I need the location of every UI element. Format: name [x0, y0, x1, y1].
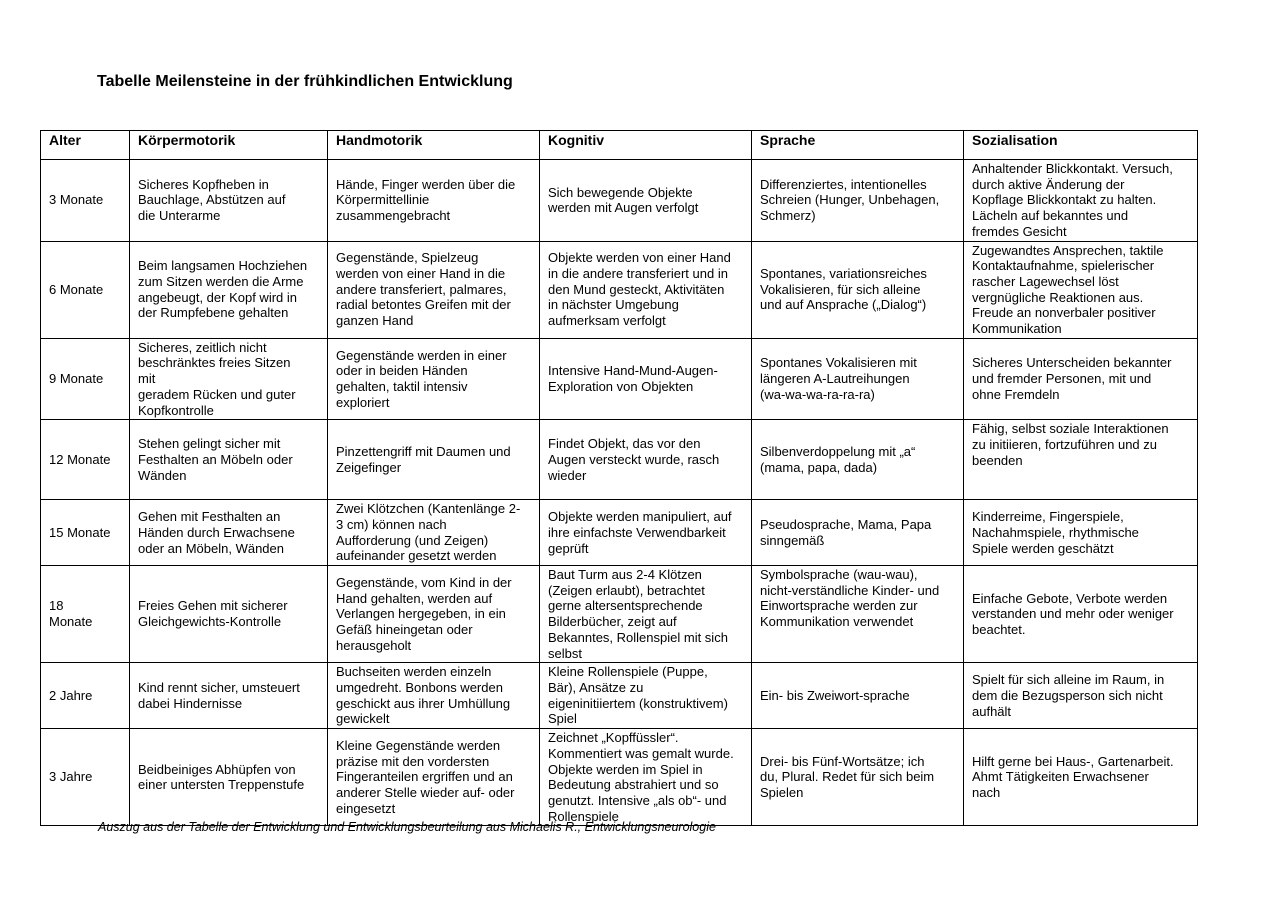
table-cell: 15 Monate	[41, 500, 130, 566]
table-cell: 2 Jahre	[41, 663, 130, 729]
table-cell: 18 Monate	[41, 566, 130, 663]
table-cell: Kinderreime, Fingerspiele, Nachahmspiele, rhythmische Spiele werden geschätzt	[964, 500, 1198, 566]
table-cell: Sich bewegende Objekte werden mit Augen verfolgt	[540, 160, 752, 242]
table-row	[41, 663, 1198, 729]
table-row	[41, 729, 1198, 826]
table-cell: Freies Gehen mit sicherer Gleichgewichts-Kontrolle	[130, 566, 328, 663]
header-gross-motor: Körpermotorik	[130, 131, 328, 160]
table-cell: Hilft gerne bei Haus-, Gartenarbeit. Ahmt Tätigkeiten Erwachsener nach	[964, 729, 1198, 826]
page-title: Tabelle Meilensteine in der frühkindlichen Entwicklung	[97, 73, 513, 90]
table-cell: Gegenstände, Spielzeug werden von einer Hand in die andere transferiert, palmares, radial betontes Greifen mit der ganzen Hand	[328, 241, 540, 338]
table-row	[41, 566, 1198, 663]
table-cell: Kleine Rollenspiele (Puppe, Bär), Ansätze zu eigeninitiiertem (konstruktivem) Spiel	[540, 663, 752, 729]
table-cell: Anhaltender Blickkontakt. Versuch, durch aktive Änderung der Kopflage Blickkontakt zu halten. Lächeln auf bekanntes und fremdes Gesicht	[964, 160, 1198, 242]
table-cell: Objekte werden manipuliert, auf ihre einfachste Verwendbarkeit geprüft	[540, 500, 752, 566]
table-cell: Kind rennt sicher, umsteuert dabei Hindernisse	[130, 663, 328, 729]
table-cell: Silbenverdoppelung mit „a“ (mama, papa, dada)	[752, 420, 964, 500]
table-header-row	[41, 131, 1198, 160]
table-cell: Stehen gelingt sicher mit Festhalten an Möbeln oder Wänden	[130, 420, 328, 500]
table-cell: Gehen mit Festhalten an Händen durch Erwachsene oder an Möbeln, Wänden	[130, 500, 328, 566]
table-cell: 3 Monate	[41, 160, 130, 242]
table-cell: Zwei Klötzchen (Kantenlänge 2- 3 cm) können nach Aufforderung (und Zeigen) aufeinander gesetzt werden	[328, 500, 540, 566]
table-cell: Sicheres Kopfheben in Bauchlage, Abstützen auf die Unterarme	[130, 160, 328, 242]
table-cell: Symbolsprache (wau-wau), nicht-verständliche Kinder- und Einwortsprache werden zur Kommunikation verwendet	[752, 566, 964, 663]
table-row	[41, 420, 1198, 500]
table-cell: Pinzettengriff mit Daumen und Zeigefinger	[328, 420, 540, 500]
table-cell: Gegenstände werden in einer oder in beiden Händen gehalten, taktil intensiv exploriert	[328, 338, 540, 420]
header-age: Alter	[41, 131, 130, 160]
table-cell: Zugewandtes Ansprechen, taktile Kontaktaufnahme, spielerischer rascher Lagewechsel löst vergnügliche Reaktionen aus. Freude an nonverbaler positiver Kommunikation	[964, 241, 1198, 338]
table-cell: Fähig, selbst soziale Interaktionen zu initiieren, fortzuführen und zu beenden	[964, 420, 1198, 500]
source-caption: Auszug aus der Tabelle der Entwicklung und Entwicklungsbeurteilung aus Michaelis R., Entwicklungsneurologie	[98, 820, 716, 834]
table-cell: Sicheres, zeitlich nicht beschränktes freies Sitzen mit geradem Rücken und guter Kopfkontrolle	[130, 338, 328, 420]
table-cell: Beim langsamen Hochziehen zum Sitzen werden die Arme angebeugt, der Kopf wird in der Rumpfebene gehalten	[130, 241, 328, 338]
table-cell: 9 Monate	[41, 338, 130, 420]
table-cell: Baut Turm aus 2-4 Klötzen (Zeigen erlaubt), betrachtet gerne altersentsprechende Bilderbücher, zeigt auf Bekanntes, Rollenspiel mit sich selbst	[540, 566, 752, 663]
table-cell: Buchseiten werden einzeln umgedreht. Bonbons werden geschickt aus ihrer Umhüllung gewickelt	[328, 663, 540, 729]
table-cell: Gegenstände, vom Kind in der Hand gehalten, werden auf Verlangen hergegeben, in ein Gefäß hineingetan oder herausgeholt	[328, 566, 540, 663]
table-cell: Findet Objekt, das vor den Augen versteckt wurde, rasch wieder	[540, 420, 752, 500]
table-cell: Drei- bis Fünf-Wortsätze; ich du, Plural. Redet für sich beim Spielen	[752, 729, 964, 826]
milestones-table	[40, 130, 1198, 826]
table-cell: Hände, Finger werden über die Körpermittellinie zusammengebracht	[328, 160, 540, 242]
table-cell: Spontanes, variationsreiches Vokalisieren, für sich alleine und auf Ansprache („Dialog“)	[752, 241, 964, 338]
header-language: Sprache	[752, 131, 964, 160]
table-cell: Sicheres Unterscheiden bekannter und fremder Personen, mit und ohne Fremdeln	[964, 338, 1198, 420]
table-cell: Objekte werden von einer Hand in die andere transferiert und in den Mund gesteckt, Aktivitäten in nächster Umgebung aufmerksam verfolgt	[540, 241, 752, 338]
table-row	[41, 241, 1198, 338]
table-cell: 6 Monate	[41, 241, 130, 338]
table-cell: Pseudosprache, Mama, Papa sinngemäß	[752, 500, 964, 566]
table-cell: Spielt für sich alleine im Raum, in dem die Bezugsperson sich nicht aufhält	[964, 663, 1198, 729]
table-cell: 3 Jahre	[41, 729, 130, 826]
table-cell: Spontanes Vokalisieren mit längeren A-Lautreihungen (wa-wa-wa-ra-ra-ra)	[752, 338, 964, 420]
header-cognitive: Kognitiv	[540, 131, 752, 160]
table-cell: Ein- bis Zweiwort-sprache	[752, 663, 964, 729]
header-fine-motor: Handmotorik	[328, 131, 540, 160]
table-row	[41, 160, 1198, 242]
header-social: Sozialisation	[964, 131, 1198, 160]
table-cell: 12 Monate	[41, 420, 130, 500]
table-cell: Beidbeiniges Abhüpfen von einer untersten Treppenstufe	[130, 729, 328, 826]
table-row	[41, 338, 1198, 420]
table-row	[41, 500, 1198, 566]
table-cell: Zeichnet „Kopffüssler“. Kommentiert was gemalt wurde. Objekte werden im Spiel in Bedeutung abstrahiert und so genutzt. Intensive „als ob“- und Rollenspiele	[540, 729, 752, 826]
table-cell: Intensive Hand-Mund-Augen- Exploration von Objekten	[540, 338, 752, 420]
table-cell: Kleine Gegenstände werden präzise mit den vordersten Fingeranteilen ergriffen und an anderer Stelle wieder auf- oder eingesetzt	[328, 729, 540, 826]
table-cell: Einfache Gebote, Verbote werden verstanden und mehr oder weniger beachtet.	[964, 566, 1198, 663]
table-cell: Differenziertes, intentionelles Schreien (Hunger, Unbehagen, Schmerz)	[752, 160, 964, 242]
